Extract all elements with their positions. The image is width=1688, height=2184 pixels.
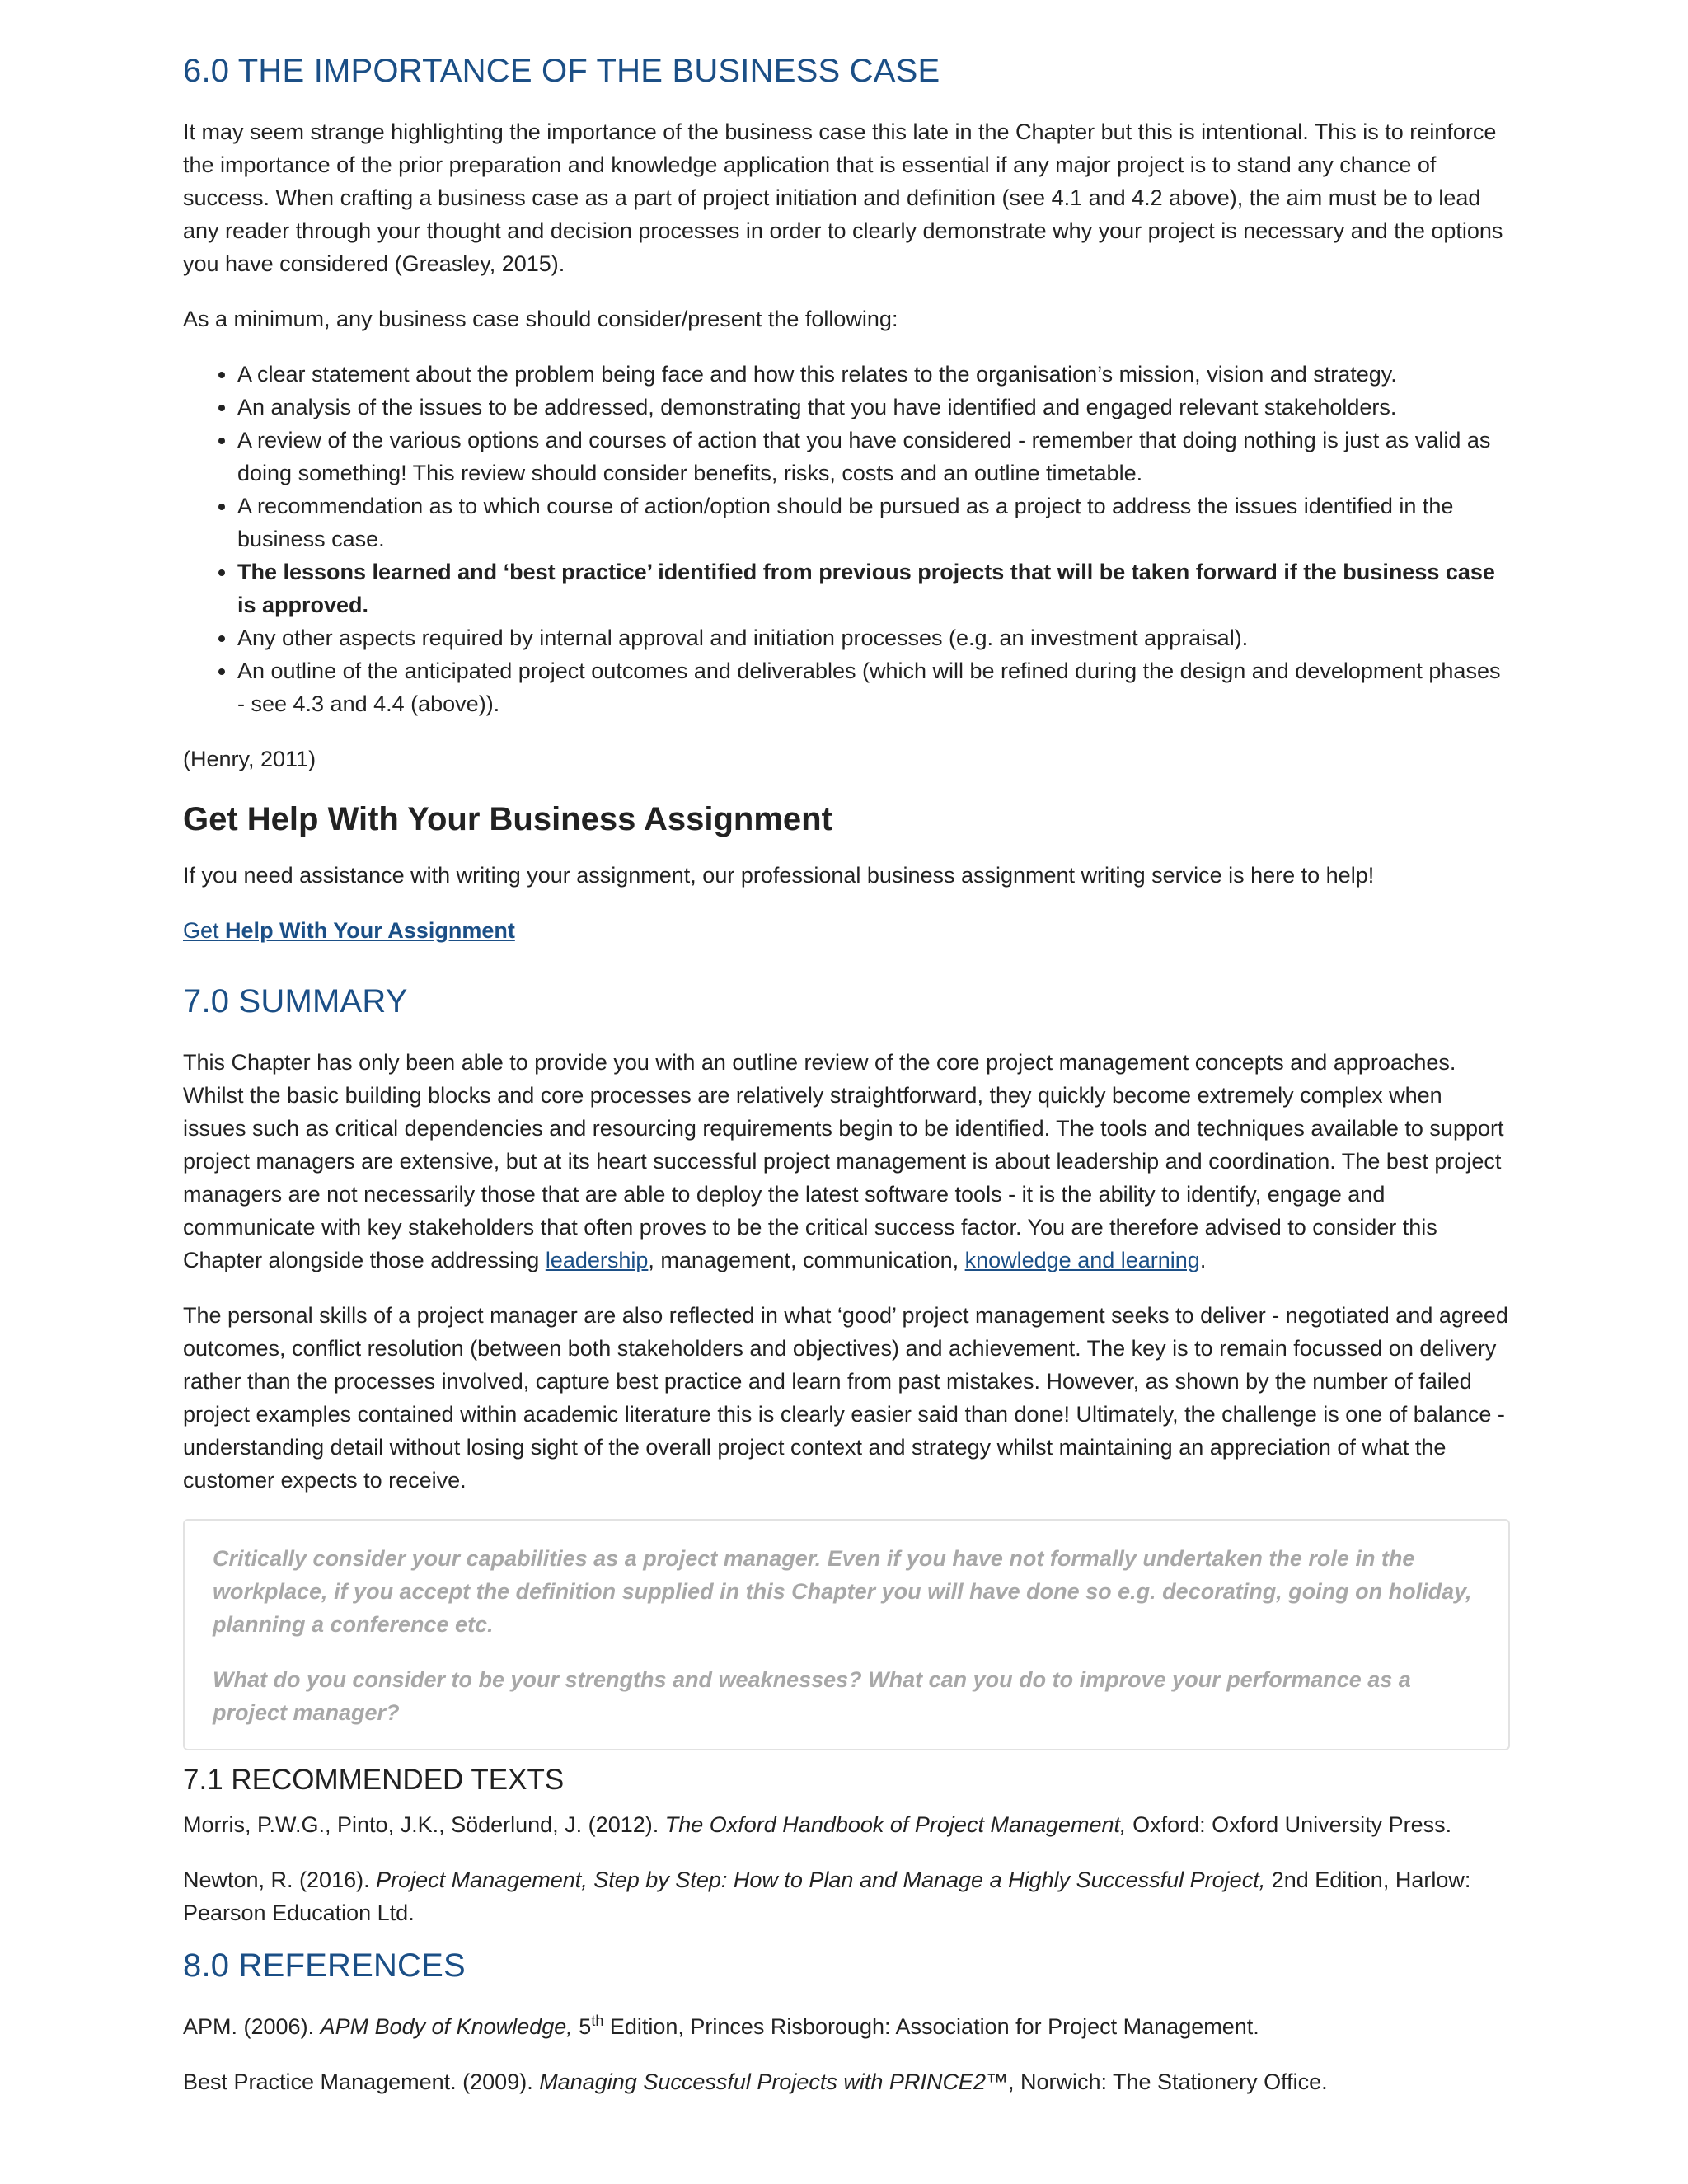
reference-authors: APM. (2006). — [183, 2014, 315, 2039]
get-help-link[interactable] — [183, 918, 515, 943]
section-heading-recommended-texts: 7.1 RECOMMENDED TEXTS — [183, 1764, 565, 1796]
reference-authors: Best Practice Management. (2009). — [183, 2069, 533, 2094]
reference-edition: 5 — [579, 2014, 592, 2039]
promo-heading: Get Help With Your Business Assignment — [183, 801, 832, 837]
reference-entry — [183, 2010, 1510, 2043]
reference-publisher: Edition, Princes Risborough: Association for Project Management. — [609, 2014, 1259, 2039]
reference-edition-suffix: th — [591, 2013, 604, 2029]
reference-authors: Morris, P.W.G., Pinto, J.K., Söderlund, J. (2012). — [183, 1812, 659, 1837]
list-item: • An analysis of the issues to be addressed, demonstrating that you have identified and engaged relevant stakeholders. — [237, 391, 1510, 424]
list-item: • Any other aspects required by internal approval and initiation processes (e.g. an investment appraisal). — [237, 621, 1510, 654]
list-item: • A clear statement about the problem being face and how this relates to the organisation’s mission, vision and strategy. — [237, 358, 1510, 391]
promo-link-paragraph — [183, 914, 1510, 947]
section-heading-references: 8.0 REFERENCES — [183, 1947, 466, 1984]
leadership-link[interactable]: leadership — [545, 1248, 649, 1272]
section-heading-business-case: 6.0 THE IMPORTANCE OF THE BUSINESS CASE — [183, 53, 940, 89]
promo-text: If you need assistance with writing your assignment, our professional business assignment writing service is here to help! — [183, 863, 1375, 888]
summary-text: This Chapter has only been able to provide you with an outline review of the core project management concepts and approaches. Whilst the basic building blocks and core processes are relatively straightforward, they quickly become extremely complex when issues such as critical dependencies and resourcing requirements begin to be identified. The tools and techniques available to support project managers are extensive, but at its heart successful project management is about leadership and coordination. The best project managers are not necessarily those that are able to deploy the latest software tools - it is the ability to identify, engage and communicate with key stakeholders that often proves to be the critical success factor. You are therefore advised to consider this Chapter alongside those addressing — [183, 1050, 1504, 1272]
reference-entry — [183, 2065, 1510, 2098]
get-help-link-bold: Help With Your Assignment — [225, 918, 515, 943]
references-list — [183, 2010, 1510, 2098]
reference-publisher: , Norwich: The Stationery Office. — [1007, 2069, 1328, 2094]
list-item: • The lessons learned and ‘best practice’ identified from previous projects that will be taken forward if the business case is approved. — [237, 555, 1510, 621]
reference-title: APM Body of Knowledge, — [320, 2014, 573, 2039]
list-item: • An outline of the anticipated project outcomes and deliverables (which will be refined during the design and development phases - see 4.3 and 4.4 (above)). — [237, 654, 1510, 720]
business-case-intro-paragraph: It may seem strange highlighting the importance of the business case this late in the Chapter but this is intentional. This is to reinforce the importance of the prior preparation and knowledge application that is essential if any major project is to stand any chance of success. When crafting a business case as a part of project initiation and definition (see 4.1 and 4.2 above), the aim must be to lead any reader through your thought and decision processes in order to clearly demonstrate why your project is necessary and the options you have considered (Greasley, 2015). — [183, 120, 1503, 276]
summary-paragraph-2: The personal skills of a project manager are also reflected in what ‘good’ project management seeks to deliver - negotiated and agreed outcomes, conflict resolution (between both stakeholders and objectives) and achievement. The key is to remain focussed on delivery rather than the processes involved, capture best practice and learn from past mistakes. However, as shown by the number of failed project examples contained within academic literature this is clearly easier said than done! Ultimately, the challenge is one of balance - understanding detail without losing sight of the overall project context and strategy whilst maintaining an appreciation of what the customer expects to receive. — [183, 1303, 1508, 1493]
knowledge-and-learning-link[interactable]: knowledge and learning — [964, 1248, 1200, 1272]
reference-entry — [183, 1863, 1510, 1929]
recommended-texts-list — [183, 1808, 1510, 1929]
summary-text-end: . — [1199, 1248, 1207, 1272]
callout-text: What do you consider to be your strengths and weaknesses? What can you do to improve your performance as a project manager? — [213, 1667, 1411, 1725]
reference-title: The Oxford Handbook of Project Management, — [664, 1812, 1127, 1837]
callout-text: Critically consider your capabilities as a project manager. Even if you have not formally undertaken the role in the workplace, if you accept the definition supplied in this Chapter you will have done so e.g. decorating, going on holiday, planning a conference etc. — [213, 1546, 1472, 1637]
reference-title: Managing Successful Projects with PRINCE2™ — [539, 2069, 1008, 2094]
article-content — [183, 0, 1510, 2098]
business-case-checklist — [183, 358, 1510, 720]
reference-authors: Newton, R. (2016). — [183, 1868, 370, 1892]
list-item: • A recommendation as to which course of action/option should be pursued as a project to address the issues identified in the business case. — [237, 490, 1510, 555]
get-help-link-prefix: Get — [183, 918, 219, 943]
reference-publisher: Oxford: Oxford University Press. — [1132, 1812, 1452, 1837]
summary-paragraph-1 — [183, 1046, 1510, 1277]
business-case-list-intro: As a minimum, any business case should consider/present the following: — [183, 307, 898, 331]
reference-publisher: 2nd Edition, Harlow: Pearson Education Ltd. — [183, 1868, 1471, 1925]
reference-entry — [183, 1808, 1510, 1841]
list-item: • A review of the various options and courses of action that you have considered - remember that doing nothing is just as valid as doing something! This review should consider benefits, risks, costs and an outline timetable. — [237, 424, 1510, 490]
summary-text-middle: , management, communication, — [648, 1248, 959, 1272]
reflection-callout-box — [183, 1519, 1510, 1750]
reference-title: Project Management, Step by Step: How to Plan and Manage a Highly Successful Project, — [376, 1868, 1266, 1892]
citation: (Henry, 2011) — [183, 747, 316, 771]
section-heading-summary: 7.0 SUMMARY — [183, 983, 408, 1019]
